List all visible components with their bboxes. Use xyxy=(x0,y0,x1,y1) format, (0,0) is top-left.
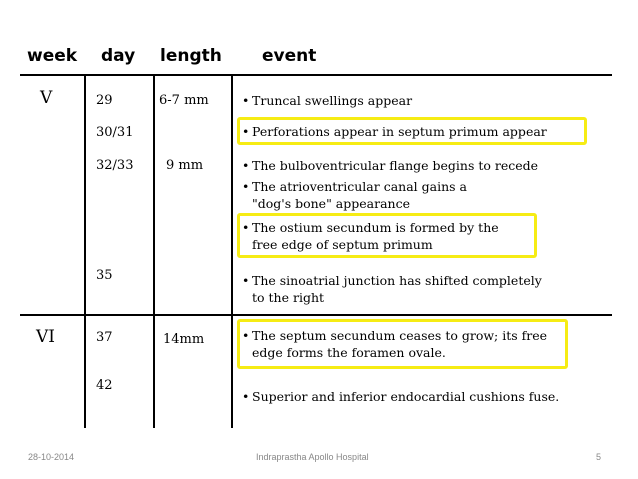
week-divider xyxy=(20,314,612,316)
bullet: • xyxy=(242,179,250,194)
bullet: • xyxy=(242,93,250,108)
bullet: • xyxy=(242,158,250,173)
page-number: 5 xyxy=(596,452,602,462)
week-cell: VI xyxy=(36,327,55,347)
event-text: Superior and inferior endocardial cushions fuse. xyxy=(252,389,560,404)
event-item xyxy=(242,92,412,109)
header-rule xyxy=(20,74,612,76)
event-text: The bulboventricular flange begins to recede xyxy=(252,158,539,173)
header-day: day xyxy=(101,46,136,66)
day-cell: 32/33 xyxy=(96,158,134,173)
event-text: to the right xyxy=(252,290,325,305)
header-event: event xyxy=(262,46,317,66)
column-line-1 xyxy=(84,76,86,428)
footer-date: 28-10-2014 xyxy=(28,452,75,462)
column-line-2 xyxy=(153,76,155,428)
event-item xyxy=(242,123,547,140)
bullet: • xyxy=(242,328,250,343)
event-text: Perforations appear in septum primum appear xyxy=(252,124,547,139)
bullet: • xyxy=(242,389,250,404)
event-text: The septum secundum ceases to grow; its free xyxy=(252,328,548,343)
day-cell: 37 xyxy=(96,330,113,345)
bullet: • xyxy=(242,124,250,139)
day-cell: 35 xyxy=(96,268,113,283)
length-cell: 14mm xyxy=(163,332,205,347)
length-cell: 9 mm xyxy=(166,158,204,173)
header-length: length xyxy=(160,46,222,66)
day-cell: 29 xyxy=(96,93,113,108)
event-text: The ostium secundum is formed by the xyxy=(252,220,499,235)
event-text: edge forms the foramen ovale. xyxy=(252,345,446,360)
event-item xyxy=(242,272,542,306)
event-item xyxy=(242,178,467,212)
bullet: • xyxy=(242,220,250,235)
event-text: free edge of septum primum xyxy=(252,237,433,252)
event-item xyxy=(242,327,547,361)
header-week: week xyxy=(27,46,78,66)
footer-organization: Indraprastha Apollo Hospital xyxy=(256,452,369,462)
column-line-3 xyxy=(231,76,233,428)
event-text: "dog's bone" appearance xyxy=(252,196,410,211)
event-item xyxy=(242,157,538,174)
length-cell: 6-7 mm xyxy=(159,93,209,108)
day-cell: 42 xyxy=(96,378,113,393)
event-text: The sinoatrial junction has shifted completely xyxy=(252,273,542,288)
event-text: The atrioventricular canal gains a xyxy=(252,179,467,194)
event-item xyxy=(242,219,499,253)
day-cell: 30/31 xyxy=(96,125,134,140)
week-cell: V xyxy=(40,88,53,108)
event-text: Truncal swellings appear xyxy=(252,93,413,108)
bullet: • xyxy=(242,273,250,288)
event-item xyxy=(242,388,559,405)
